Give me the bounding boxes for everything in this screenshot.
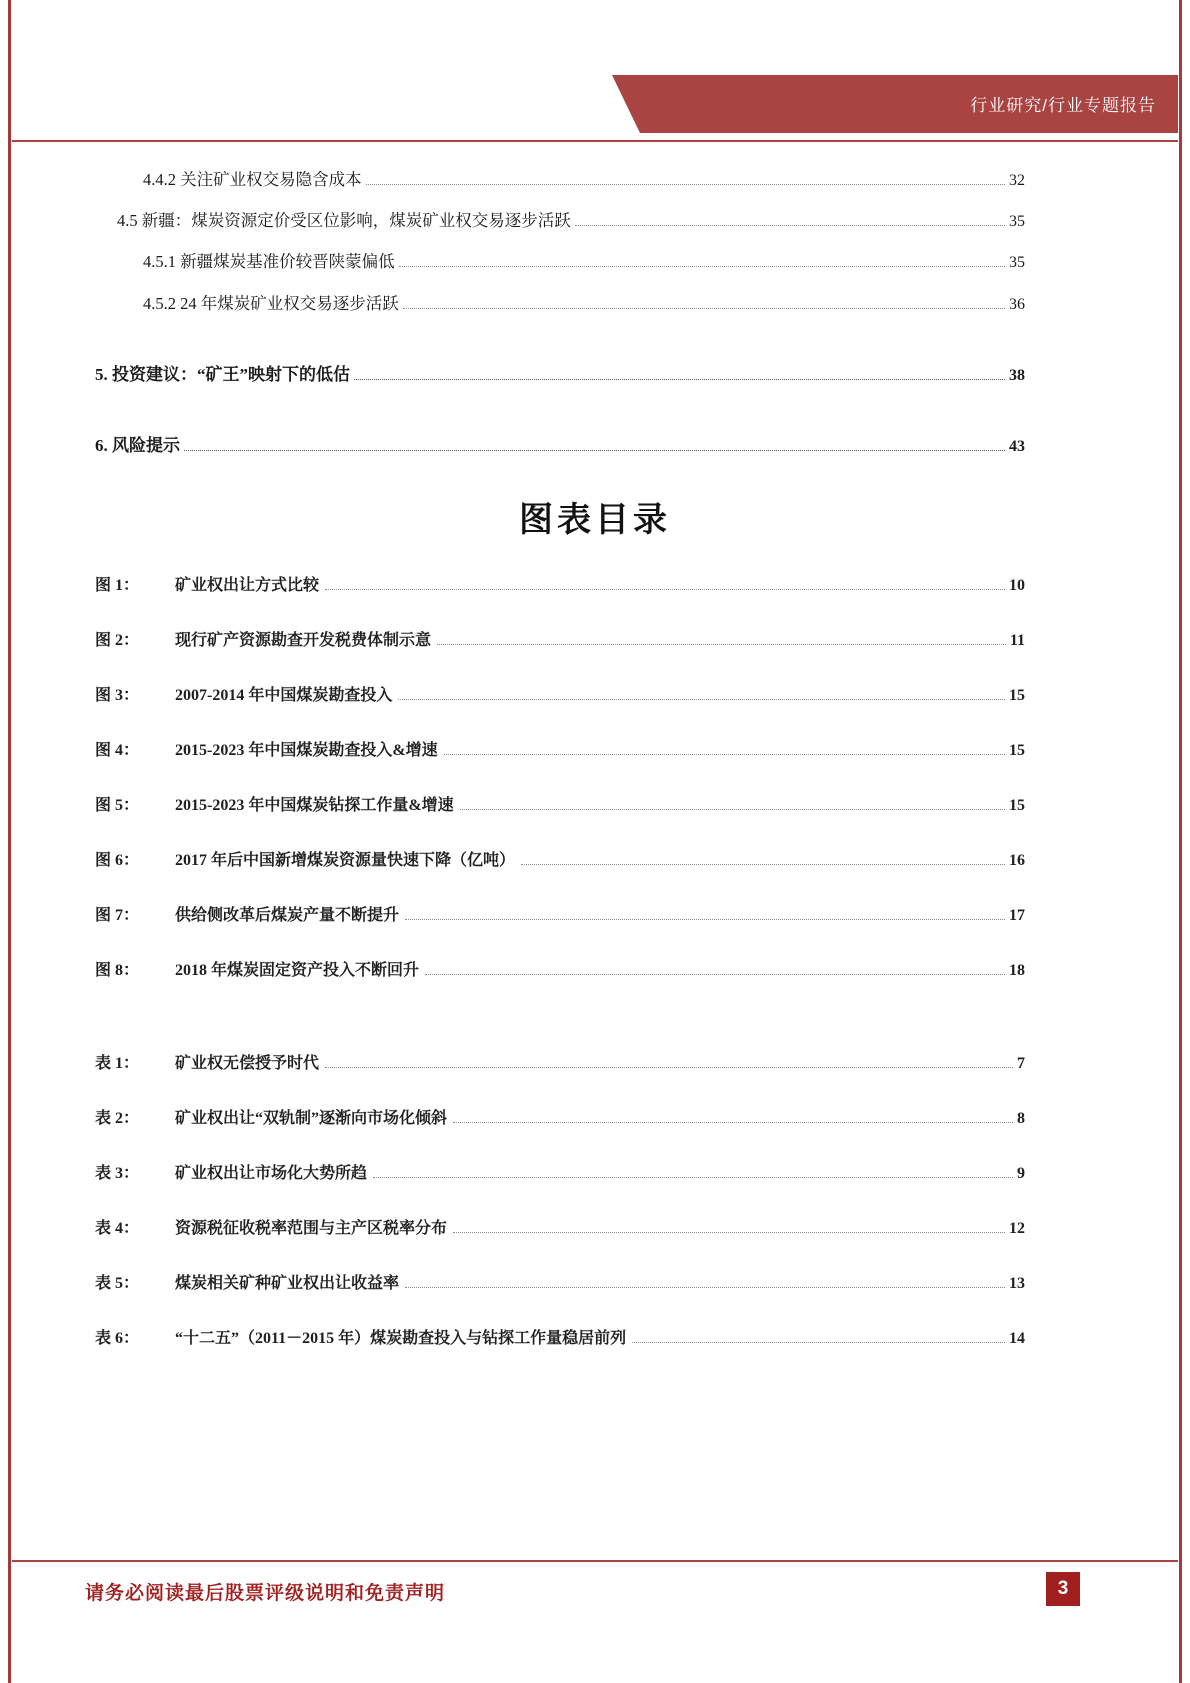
toc-entry[interactable] — [95, 436, 1025, 456]
figure-entry-page: 17 — [1009, 907, 1025, 924]
toc-leader-dots — [354, 378, 1005, 380]
figure-entry-id: 图 3： — [95, 687, 140, 704]
figure-entry[interactable] — [95, 957, 1025, 980]
table-entry[interactable] — [95, 1325, 1025, 1348]
toc-entry-page: 35 — [1009, 213, 1025, 231]
table-entry-page: 9 — [1017, 1165, 1025, 1182]
figure-entry-page: 15 — [1009, 742, 1025, 759]
toc-entry-page: 38 — [1009, 366, 1025, 384]
figure-entry-page: 10 — [1009, 577, 1025, 594]
figure-entry-name: 2018 年煤炭固定资产投入不断回升 — [175, 962, 420, 979]
header-divider — [12, 140, 1178, 142]
figure-entry-page: 15 — [1009, 797, 1025, 814]
toc-entry[interactable] — [95, 211, 1025, 231]
toc-entry-label: 4.5.1 新疆煤炭基准价较晋陕蒙偏低 — [143, 252, 395, 272]
figure-entry-name: 供给侧改革后煤炭产量不断提升 — [175, 907, 400, 924]
figure-leader-dots — [405, 918, 1005, 920]
table-entry-name: 资源税征收税率范围与主产区税率分布 — [175, 1220, 448, 1237]
figure-entry[interactable] — [95, 792, 1025, 815]
figure-leader-dots — [521, 863, 1005, 865]
figure-entry-name: 矿业权出让方式比较 — [175, 577, 320, 594]
header-title: 行业研究/行业专题报告 — [970, 96, 1156, 115]
toc-leader-dots — [575, 224, 1005, 226]
toc-entry-label: 5. 投资建议：“矿王”映射下的低估 — [95, 364, 350, 384]
figure-leader-dots — [398, 698, 1005, 700]
toc-entry[interactable] — [95, 365, 1025, 385]
table-leader-dots — [453, 1231, 1005, 1233]
figure-entry-id: 图 5： — [95, 797, 140, 814]
figure-leader-dots — [425, 973, 1005, 975]
toc-entry-page: 35 — [1009, 254, 1025, 272]
figure-entry[interactable] — [95, 572, 1025, 595]
header-banner — [640, 75, 1178, 133]
figure-entry[interactable] — [95, 847, 1025, 870]
table-entry[interactable] — [95, 1215, 1025, 1238]
table-entry[interactable] — [95, 1105, 1025, 1128]
table-entry-name: 矿业权无偿授予时代 — [175, 1055, 320, 1072]
toc-spacer — [95, 406, 1025, 436]
table-entry-id: 表 1： — [95, 1055, 140, 1072]
table-entry-name: “十二五”（2011－2015 年）煤炭勘查投入与钻探工作量稳居前列 — [175, 1330, 627, 1347]
figure-entry-id: 图 8： — [95, 962, 140, 979]
figure-entry-name: 2015-2023 年中国煤炭钻探工作量&增速 — [175, 797, 454, 814]
page-number-badge: 3 — [1046, 1572, 1080, 1606]
figure-entry[interactable] — [95, 737, 1025, 760]
toc-entry-page: 32 — [1009, 172, 1025, 189]
table-entry[interactable] — [95, 1160, 1025, 1183]
table-entry-id: 表 3： — [95, 1165, 140, 1182]
toc-entry-label: 4.4.2 关注矿业权交易隐含成本 — [143, 170, 362, 189]
toc-spacer — [95, 335, 1025, 365]
table-entry-page: 7 — [1017, 1055, 1025, 1072]
figure-entry-page: 18 — [1009, 962, 1025, 979]
table-entry-id: 表 6： — [95, 1330, 140, 1347]
figure-entry[interactable] — [95, 682, 1025, 705]
table-entry-page: 14 — [1009, 1330, 1025, 1347]
table-leader-dots — [325, 1066, 1013, 1068]
toc-entry-page: 36 — [1009, 295, 1025, 313]
table-entry-id: 表 5： — [95, 1275, 140, 1292]
figure-entry[interactable] — [95, 902, 1025, 925]
right-border-rule — [1179, 0, 1182, 1683]
figure-leader-dots — [444, 753, 1005, 755]
toc-entry-label: 4.5.2 24 年煤炭矿业权交易逐步活跃 — [143, 293, 399, 313]
toc-entry[interactable] — [95, 252, 1025, 272]
toc-entry-label: 4.5 新疆：煤炭资源定价受区位影响，煤炭矿业权交易逐步活跃 — [117, 211, 571, 231]
figure-entry-name: 2017 年后中国新增煤炭资源量快速下降（亿吨） — [175, 852, 516, 869]
toc-leader-dots — [184, 449, 1005, 451]
figure-entry-id: 图 4： — [95, 742, 140, 759]
table-entry-page: 13 — [1009, 1275, 1025, 1292]
left-border-rule — [8, 0, 11, 1683]
figure-entry-id: 图 6： — [95, 852, 140, 869]
table-entry[interactable] — [95, 1050, 1025, 1073]
toc-entry[interactable] — [95, 170, 1025, 190]
table-entry-id: 表 2： — [95, 1110, 140, 1127]
table-entry-page: 8 — [1017, 1110, 1025, 1127]
figure-entry-page: 15 — [1009, 687, 1025, 704]
table-of-contents — [95, 170, 1025, 478]
table-entry-page: 12 — [1009, 1220, 1025, 1237]
table-entry-id: 表 4： — [95, 1220, 140, 1237]
figure-list — [95, 572, 1025, 1012]
figure-directory-title: 图表目录 — [519, 502, 671, 539]
figure-entry[interactable] — [95, 627, 1025, 650]
table-leader-dots — [373, 1176, 1013, 1178]
table-leader-dots — [405, 1286, 1005, 1288]
table-leader-dots — [453, 1121, 1013, 1123]
toc-entry-page: 43 — [1009, 438, 1025, 456]
footer-divider — [12, 1560, 1178, 1562]
figure-leader-dots — [437, 643, 1006, 645]
toc-entry-label: 6. 风险提示 — [95, 436, 180, 456]
table-entry-name: 矿业权出让市场化大势所趋 — [175, 1165, 368, 1182]
figure-entry-name: 现行矿产资源勘查开发税费体制示意 — [175, 632, 432, 649]
table-list — [95, 1050, 1025, 1380]
table-entry[interactable] — [95, 1270, 1025, 1293]
table-leader-dots — [632, 1341, 1005, 1343]
figure-entry-id: 图 2： — [95, 632, 140, 649]
figure-leader-dots — [325, 588, 1005, 590]
figure-entry-name: 2007-2014 年中国煤炭勘查投入 — [175, 687, 393, 704]
toc-leader-dots — [399, 265, 1005, 267]
table-entry-name: 煤炭相关矿种矿业权出让收益率 — [175, 1275, 400, 1292]
toc-leader-dots — [403, 307, 1005, 309]
footer-disclaimer: 请务必阅读最后股票评级说明和免责声明 — [85, 1583, 446, 1604]
table-entry-name: 矿业权出让“双轨制”逐渐向市场化倾斜 — [175, 1110, 448, 1127]
figure-entry-page: 16 — [1009, 852, 1025, 869]
figure-entry-id: 图 1： — [95, 577, 140, 594]
toc-entry[interactable] — [95, 294, 1025, 314]
figure-entry-id: 图 7： — [95, 907, 140, 924]
toc-leader-dots — [366, 183, 1005, 185]
figure-entry-page: 11 — [1009, 632, 1025, 649]
figure-leader-dots — [460, 808, 1005, 810]
figure-entry-name: 2015-2023 年中国煤炭勘查投入&增速 — [175, 742, 438, 759]
